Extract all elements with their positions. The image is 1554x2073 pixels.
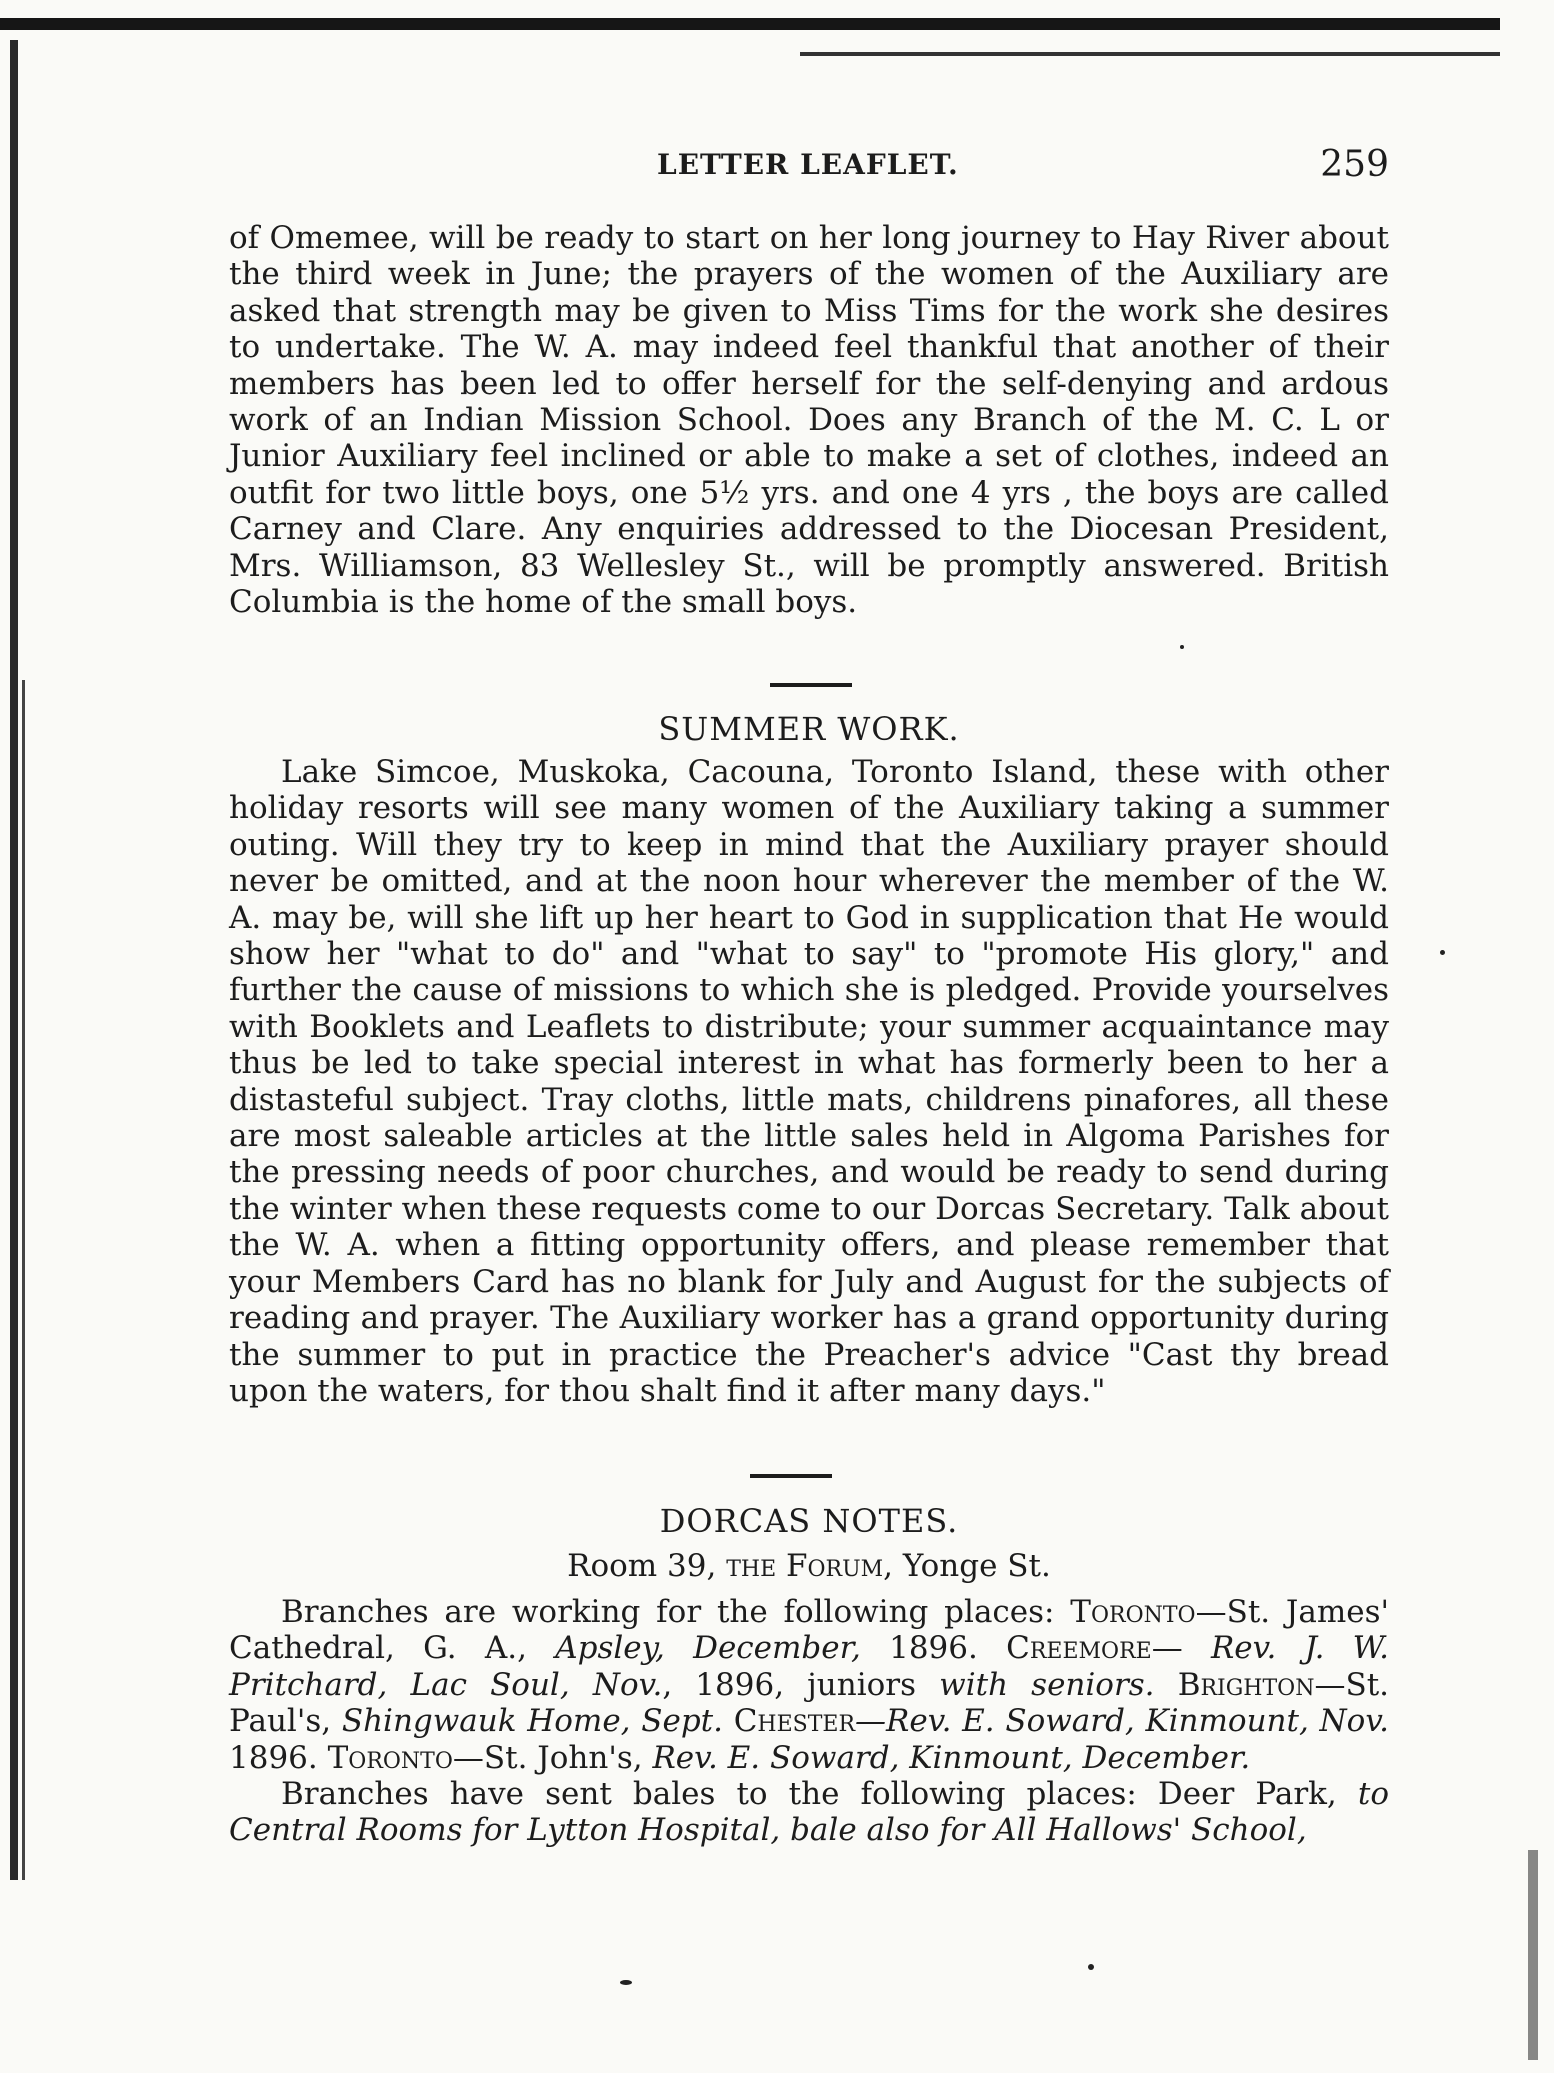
ink-speck <box>620 1980 632 1985</box>
paragraph-text: of Omemee, will be ready to start on her long journey to Hay River about the third week in June; the prayers of the women of the Auxiliary are asked that strength may be given to Miss Tims for the work she desires to undertake. The W. A. may indeed feel thankful that another of their members has been led to offer herself for the self-denying and ardous work of an Indian Mission School. Does any Branch of the M. C. L or Junior Auxiliary feel inclined or able to make a set of clothes, indeed an outfit for two little boys, one 5½ yrs. and one 4 yrs , the boys are called Carney and Clare. Any enquiries addressed to the Diocesan President, Mrs. Williamson, 83 Wellesley St., will be promptly answered. British Columbia is the home of the small boys. <box>229 220 1389 621</box>
place-name: Toronto <box>1070 1594 1196 1630</box>
paragraph-text <box>229 1776 1389 1849</box>
place-name: Toronto <box>327 1739 453 1776</box>
entry-italic: with seniors. <box>939 1666 1155 1703</box>
running-head <box>229 144 1389 188</box>
entry-year: 1896. <box>860 1630 1007 1667</box>
section-divider <box>770 683 852 687</box>
bales-intro: Branches have sent bales to the following places: Deer Park, <box>281 1776 1358 1813</box>
working-intro: Branches are working for the following places: <box>281 1594 1071 1630</box>
entry-italic: Shingwauk Home, Sept. <box>341 1703 723 1740</box>
top-border-rule-secondary <box>800 52 1500 56</box>
entry-dash: — <box>1151 1630 1211 1667</box>
entry-text: , 1896, juniors <box>662 1666 940 1703</box>
right-page-edge <box>1528 1850 1538 2060</box>
room-forum: the Forum <box>726 1548 884 1584</box>
entry-italic: Rev. E. Soward, Kinmount, December. <box>652 1739 1251 1776</box>
section-heading-summer-work: SUMMER WORK. <box>658 710 960 748</box>
bales-italic: to Central Rooms for Lytton Hospital, bale also for All Hallows' School, <box>229 1776 1389 1849</box>
left-page-edge <box>10 40 18 1880</box>
summer-work-paragraph <box>229 754 1389 1409</box>
entry-text: —St. John's, <box>452 1739 653 1776</box>
paragraph-text <box>229 1594 1389 1776</box>
place-name: Chester <box>733 1703 856 1740</box>
place-name: Brighton <box>1177 1666 1315 1703</box>
entry-year: 1896. <box>229 1739 328 1776</box>
running-title: LETTER LEAFLET. <box>657 148 959 181</box>
place-name: Creemore <box>1006 1630 1152 1667</box>
ink-speck <box>1088 1964 1094 1970</box>
room-suffix: , Yonge St. <box>883 1548 1051 1584</box>
page-number: 259 <box>1320 144 1389 185</box>
top-border-rule <box>0 18 1500 30</box>
entry-italic: —Rev. E. Soward, Kinmount, Nov. <box>855 1703 1390 1740</box>
paragraph-text: Lake Simcoe, Muskoka, Cacouna, Toronto Island, these with other holiday resorts will see many women of the Auxiliary taking a summer outing. Will they try to keep in mind that the Auxiliary prayer should never be omitted, and at the noon hour wherever the member of the W. A. may be, will she lift up her heart to God in supplication that He would show her "what to do" and "what to say" to "promote His glory," and further the cause of missions to which she is pledged. Provide yourselves with Booklets and Leaflets to distribute; your summer acquaintance may thus be led to take special interest in what has formerly been to her a distasteful subject. Tray cloths, little mats, childrens pinafores, all these are most saleable articles at the little sales held in Algoma Parishes for the pressing needs of poor churches, and would be ready to send during the winter when these requests come to our Dorcas Secretary. Talk about the W. A. when a fitting opportunity offers, and please remember that your Members Card has no blank for July and August for the subjects of reading and prayer. The Auxiliary worker has a grand opportunity during the summer to put in practice the Preacher's advice "Cast thy bread upon the waters, for thou shalt find it after many days." <box>229 754 1389 1409</box>
entry-italic: Apsley, December, <box>555 1630 861 1667</box>
entry-text: —St. Paul's, <box>229 1666 1390 1740</box>
entry-italic: Rev. J. W. Pritchard, Lac Soul, Nov. <box>229 1630 1389 1703</box>
room-prefix: Room 39, <box>567 1548 727 1584</box>
left-page-edge-thin <box>22 680 25 1880</box>
ink-speck <box>1440 950 1445 955</box>
dorcas-working-paragraph <box>229 1594 1389 1849</box>
dorcas-room-address <box>229 1548 1389 1584</box>
continued-paragraph <box>229 220 1389 620</box>
section-heading-dorcas-notes: DORCAS NOTES. <box>659 1502 959 1540</box>
entry-text: —St. James' Cathedral, G. A., <box>229 1594 1390 1667</box>
ink-speck <box>1180 645 1184 649</box>
section-divider <box>750 1474 832 1478</box>
